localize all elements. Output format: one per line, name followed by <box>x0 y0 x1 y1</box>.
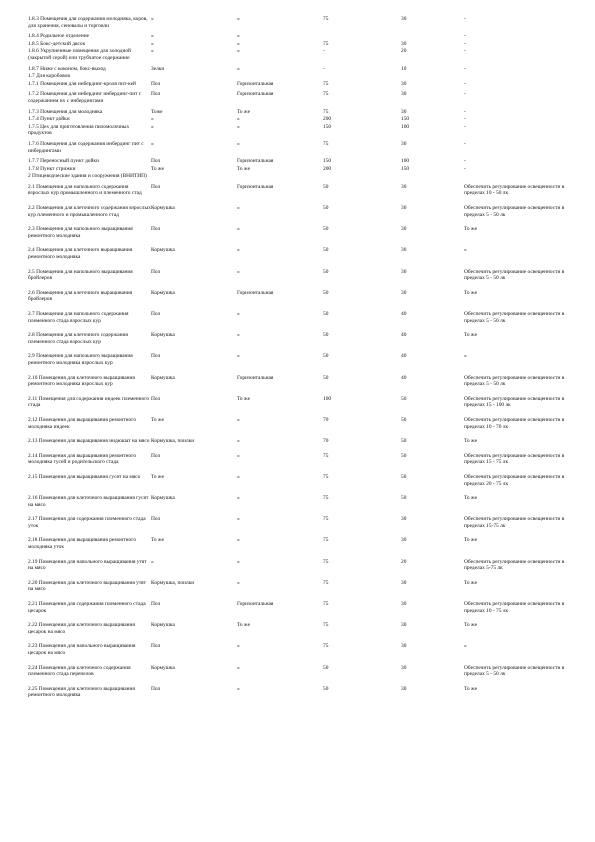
plane-cell: « <box>237 558 240 565</box>
illuminance-lamp-cell: 50 <box>323 226 329 233</box>
illuminance-lamp-cell: 50 <box>323 268 329 275</box>
plane-cell: « <box>237 685 240 692</box>
table-row <box>28 81 568 92</box>
room-name-cell: 2.18 Помещения для выращивания ремонтного молодняка уток <box>28 537 137 551</box>
note-cell: « <box>464 247 467 254</box>
illuminance-lamp-cell: 75 <box>323 80 329 87</box>
room-name-cell: 1.8.7 Ниже с коконом, бокс-выход <box>28 65 106 72</box>
work-surface-cell: « <box>151 48 154 55</box>
work-surface-cell: То же <box>151 165 164 172</box>
plane-cell: « <box>237 664 240 671</box>
work-surface-cell: Пол <box>151 452 161 459</box>
illuminance-lamp-cell: 100 <box>323 395 332 402</box>
table-row <box>28 580 568 601</box>
illuminance-incandescent-cell: 100 <box>401 158 410 165</box>
table-row <box>28 48 568 65</box>
note-cell <box>464 173 568 184</box>
illuminance-incandescent-cell: 100 <box>401 123 410 130</box>
plane-cell: То же <box>237 165 250 172</box>
illuminance-lamp-cell <box>323 33 401 41</box>
table-row <box>28 516 568 537</box>
work-surface-cell: Пол <box>151 601 161 608</box>
table-row <box>28 141 568 158</box>
plane-cell: Горизонтальная <box>237 183 274 190</box>
plane-cell: « <box>237 473 240 480</box>
illuminance-lamp-cell: 50 <box>323 685 329 692</box>
table-row <box>28 184 568 205</box>
work-surface-cell: Кормушка, поилки <box>151 438 195 445</box>
plane-cell: « <box>237 416 240 423</box>
note-cell: Обеспечить регулирование освещенности в пределах 10 - 50 лк <box>464 183 565 197</box>
note-cell <box>464 73 568 81</box>
room-name-cell: 1.8.4 Родильное отделение <box>28 33 89 40</box>
illuminance-incandescent-cell: 30 <box>401 601 407 608</box>
illuminance-lamp-cell: 75 <box>323 601 329 608</box>
note-cell: Обеспечить регулирование освещенности в пределах 15 - 75 лк <box>464 452 565 466</box>
note-cell: То же <box>464 289 477 296</box>
illuminance-lamp-cell: 75 <box>323 622 329 629</box>
note-cell: - <box>464 123 466 130</box>
illuminance-incandescent-cell: 30 <box>401 622 407 629</box>
table-row <box>28 559 568 580</box>
room-name-cell: 2.15 Помещения для выращивания гусят на мясо <box>28 473 141 480</box>
illuminance-incandescent-cell: 40 <box>401 332 407 339</box>
table-body <box>28 16 568 707</box>
room-name-cell: 2.3 Помещения для напольного выращивания ремонтного молодняка <box>28 226 133 239</box>
table-row <box>28 109 568 117</box>
table-row <box>28 622 568 643</box>
table-row <box>28 353 568 374</box>
table-row <box>28 290 568 311</box>
room-name-cell: 2.7 Помещения для напольного содержания племенного стада взрослых кур <box>28 311 129 324</box>
illuminance-incandescent-cell: 50 <box>401 473 407 480</box>
illuminance-incandescent-cell: 30 <box>401 516 407 523</box>
table-row <box>28 66 568 74</box>
plane-cell: « <box>237 247 240 254</box>
illuminance-incandescent-cell: 30 <box>401 268 407 275</box>
plane-cell <box>237 73 323 81</box>
table-row <box>28 311 568 332</box>
room-name-cell: 2.6 Помещения для клеточного выращивания бройлеров <box>28 289 133 303</box>
illuminance-lamp-cell: 75 <box>323 91 329 98</box>
note-cell: То же <box>464 579 477 586</box>
table-row <box>28 247 568 268</box>
illuminance-incandescent-cell: 30 <box>401 16 407 22</box>
illuminance-incandescent-cell: 50 <box>401 495 407 502</box>
illuminance-incandescent-cell: 30 <box>401 80 407 87</box>
room-name-cell: 2.21 Помещения для содержания племенного стада цесарок <box>28 601 146 614</box>
note-cell: - <box>464 140 466 147</box>
note-cell: - <box>464 48 466 55</box>
note-cell: Обеспечить регулирование освещенности в пределах 5-75 лк <box>464 558 565 572</box>
illuminance-lamp-cell: 50 <box>323 205 329 212</box>
illuminance-lamp-cell: 50 <box>323 353 329 360</box>
work-surface-cell: Кормушка <box>151 247 175 254</box>
plane-cell: « <box>237 332 240 339</box>
illuminance-incandescent-cell <box>401 73 464 81</box>
room-name-cell: 1.7.8 Пункт стрижки <box>28 165 76 172</box>
illuminance-lamp-cell: 50 <box>323 183 329 190</box>
note-cell: - <box>464 80 466 87</box>
lighting-norms-table <box>28 16 568 707</box>
room-name-cell: 1.7 Для коробовов <box>28 73 70 80</box>
illuminance-incandescent-cell: 30 <box>401 643 407 650</box>
plane-cell: То же <box>237 622 250 629</box>
plane-cell: « <box>237 205 240 212</box>
room-name-cell: 1.8.3 Помещения для содержания молодняка, коров, для хранения, сеновалы и торговли <box>28 16 148 29</box>
plane-cell: « <box>237 452 240 459</box>
work-surface-cell: Пол <box>151 226 161 233</box>
plane-cell: « <box>237 140 240 147</box>
work-surface-cell: Кормушка <box>151 332 175 339</box>
illuminance-lamp-cell: 50 <box>323 247 329 254</box>
illuminance-lamp-cell: 75 <box>323 452 329 459</box>
plane-cell: « <box>237 48 240 55</box>
note-cell: - <box>464 40 466 47</box>
note-cell: Обеспечить регулирование освещенности в пределах 20 - 75 лк <box>464 473 565 487</box>
illuminance-incandescent-cell: 30 <box>401 247 407 254</box>
table-row <box>28 226 568 247</box>
work-surface-cell: « <box>151 33 154 40</box>
work-surface-cell: Пол <box>151 311 161 317</box>
table-row <box>28 396 568 417</box>
note-cell: То же <box>464 685 477 692</box>
room-name-cell: 2.9 Помещения для напольного выращивания ремонтного молодняка взрослых кур <box>28 353 133 366</box>
table-row <box>28 116 568 124</box>
room-name-cell: 2.14 Помещения для выращивания ремонтного молодняка гусей и родительского стада <box>28 452 137 466</box>
work-surface-cell: То же <box>151 537 164 544</box>
room-name-cell: 2.19 Помещения для напольного выращивания утят на мясо <box>28 558 147 572</box>
plane-cell: « <box>237 268 240 275</box>
illuminance-lamp-cell: 75 <box>323 579 329 586</box>
room-name-cell: 2.10 Помещения для клеточного выращивания ремонтного молодняка взрослых кур <box>28 374 135 388</box>
plane-cell: « <box>237 116 240 123</box>
note-cell: То же <box>464 332 477 339</box>
illuminance-incandescent-cell: 30 <box>401 91 407 98</box>
room-name-cell: 2.13 Помещения для выращивания индюшат на мясо <box>28 438 150 445</box>
note-cell: Обеспечить регулирование освещенности в пределах 10 - 70 лк <box>464 416 565 430</box>
illuminance-incandescent-cell: 50 <box>401 395 407 402</box>
work-surface-cell: Пол <box>151 643 161 650</box>
room-name-cell: 1.7.4 Пункт дойки <box>28 116 70 123</box>
illuminance-incandescent-cell: 40 <box>401 374 407 381</box>
plane-cell: « <box>237 33 240 40</box>
room-name-cell: 2.12 Помещения для выращивания ремонтного молодняка индеек <box>28 416 137 430</box>
note-cell: Обеспечить регулирование освещенности в пределах 5 - 50 лк <box>464 374 565 388</box>
room-name-cell: 1.7.5 Цех для приготовления пиломолочных продуктов <box>28 123 130 137</box>
table-row <box>28 438 568 453</box>
plane-cell: « <box>237 579 240 586</box>
note-cell: - <box>464 91 466 98</box>
table-row <box>28 269 568 290</box>
table-row <box>28 375 568 396</box>
illuminance-incandescent-cell <box>401 33 464 41</box>
illuminance-incandescent-cell: 30 <box>401 685 407 692</box>
work-surface-cell: « <box>151 123 154 130</box>
illuminance-lamp-cell: 70 <box>323 416 329 423</box>
note-cell: - <box>464 65 466 72</box>
plane-cell: « <box>237 495 240 502</box>
plane-cell: « <box>237 123 240 130</box>
note-cell: - <box>464 33 466 40</box>
table-row <box>28 73 568 81</box>
illuminance-lamp-cell: 75 <box>323 537 329 544</box>
illuminance-incandescent-cell: 30 <box>401 140 407 147</box>
note-cell: - <box>464 158 466 165</box>
note-cell: Обеспечить регулирование освещенности в пределах 5 - 50 лк <box>464 205 565 218</box>
work-surface-cell: Кормушка, поилки <box>151 579 195 586</box>
note-cell: То же <box>464 495 477 502</box>
work-surface-cell: Кормушка <box>151 205 175 212</box>
room-name-cell: 2.23 Помещения для напольного выращивания цесарок на мясо <box>28 643 136 656</box>
table-row <box>28 643 568 664</box>
plane-cell: Горизонтальная <box>237 601 274 608</box>
illuminance-incandescent-cell: 50 <box>401 452 407 459</box>
plane-cell: Горизонтальная <box>237 158 274 165</box>
note-cell: То же <box>464 226 477 233</box>
room-name-cell: 1.7.2 Помещения для инбердинг инбердинг-пит с содержанием их с инбердингами <box>28 91 142 104</box>
illuminance-incandescent-cell: 150 <box>401 165 410 172</box>
illuminance-incandescent-cell: 30 <box>401 108 407 115</box>
illuminance-lamp-cell: 75 <box>323 558 329 565</box>
illuminance-lamp-cell: 75 <box>323 140 329 147</box>
room-name-cell: 2.4 Помещения для клеточного выращивания ремонтного молодняка <box>28 247 133 261</box>
work-surface-cell: То же <box>151 416 164 423</box>
work-surface-cell: « <box>151 140 154 147</box>
table-row <box>28 332 568 353</box>
plane-cell: « <box>237 65 240 72</box>
illuminance-lamp-cell: - <box>323 65 325 72</box>
note-cell: Обеспечить регулирование освещенности в пределах 15 - 100 лк <box>464 395 565 409</box>
work-surface-cell: Пол <box>151 685 161 692</box>
illuminance-lamp-cell: 75 <box>323 16 329 22</box>
table-row <box>28 537 568 558</box>
note-cell: - <box>464 165 466 172</box>
room-name-cell: 2 Птицеводческие здания и сооружения (ВНИТИП) <box>28 173 147 180</box>
note-cell: - <box>464 108 466 115</box>
illuminance-lamp-cell: 75 <box>323 495 329 502</box>
illuminance-lamp-cell: 70 <box>323 438 329 445</box>
illuminance-lamp-cell: 50 <box>323 289 329 296</box>
note-cell: То же <box>464 438 477 445</box>
work-surface-cell <box>151 73 237 81</box>
table-row <box>28 124 568 141</box>
table-row <box>28 686 568 707</box>
room-name-cell: 1.7.7 Переносный пункт дойки <box>28 158 99 165</box>
plane-cell: Горизонтальная <box>237 80 274 87</box>
work-surface-cell: Пол <box>151 516 161 523</box>
work-surface-cell: « <box>151 16 154 22</box>
plane-cell: « <box>237 438 240 445</box>
illuminance-lamp-cell: 50 <box>323 311 329 317</box>
work-surface-cell <box>151 173 237 184</box>
work-surface-cell: Пол <box>151 80 161 87</box>
room-name-cell: 2.20 Помещения для клеточного выращивания утят на мясо <box>28 579 146 593</box>
illuminance-incandescent-cell: 20 <box>401 558 407 565</box>
illuminance-lamp-cell: 150 <box>323 123 332 130</box>
room-name-cell: 1.7.1 Помещения для инбердинг-кроля пит-кей <box>28 80 136 87</box>
table-row <box>28 665 568 686</box>
table-row <box>28 453 568 474</box>
work-surface-cell: Пол <box>151 183 161 190</box>
room-name-cell: 2.22 Помещения для клеточного выращивания цесарок на мясо <box>28 622 135 635</box>
work-surface-cell: Кормушка <box>151 374 175 381</box>
illuminance-incandescent-cell: 40 <box>401 311 407 317</box>
illuminance-lamp-cell <box>323 173 401 184</box>
work-surface-cell: « <box>151 116 154 123</box>
plane-cell: « <box>237 311 240 317</box>
plane-cell: Горизонтальная <box>237 91 274 98</box>
note-cell: « <box>464 353 467 360</box>
illuminance-incandescent-cell: 50 <box>401 416 407 423</box>
illuminance-lamp-cell: 75 <box>323 40 329 47</box>
note-cell: Обеспечить регулирование освещенности в пределах 5 - 50 лк <box>464 268 565 282</box>
plane-cell: Горизонтальная <box>237 289 274 296</box>
note-cell: - <box>464 16 466 22</box>
illuminance-lamp-cell: 200 <box>323 116 332 123</box>
illuminance-lamp-cell: 75 <box>323 516 329 523</box>
table-row <box>28 417 568 438</box>
plane-cell: « <box>237 226 240 233</box>
plane-cell: « <box>237 16 240 22</box>
illuminance-lamp-cell: 200 <box>323 165 332 172</box>
note-cell: Обеспечить регулирование освещенности в пределах 5 - 50 лк <box>464 664 565 678</box>
work-surface-cell: Пол <box>151 158 161 165</box>
plane-cell: Горизонтальная <box>237 374 274 381</box>
note-cell: « <box>464 643 467 650</box>
work-surface-cell: Пол <box>151 268 161 275</box>
illuminance-lamp-cell: 150 <box>323 158 332 165</box>
work-surface-cell: Кормушка <box>151 289 175 296</box>
room-name-cell: 2.2 Помещения для клеточного содержания взрослых кур племенного и промышленного стад <box>28 205 151 218</box>
illuminance-incandescent-cell: 30 <box>401 579 407 586</box>
illuminance-lamp-cell: 75 <box>323 643 329 650</box>
work-surface-cell: « <box>151 558 154 565</box>
room-name-cell: 2.8 Помещения для клеточного содержания племенного стада взрослых кур <box>28 332 128 345</box>
table-row <box>28 16 568 33</box>
work-surface-cell: Пол <box>151 395 161 402</box>
illuminance-lamp-cell: 50 <box>323 664 329 671</box>
room-name-cell: 2.16 Помещения для клеточного выращивания гусят на мясо <box>28 495 149 508</box>
room-name-cell: 2.25 Помещения для клеточного выращивания ремонтного молодняка <box>28 685 135 699</box>
illuminance-incandescent-cell: 20 <box>401 48 407 55</box>
plane-cell: « <box>237 516 240 523</box>
table-row <box>28 173 568 184</box>
plane-cell: « <box>237 40 240 47</box>
illuminance-incandescent-cell: 150 <box>401 116 410 123</box>
table-row <box>28 33 568 41</box>
illuminance-incandescent-cell: 10 <box>401 65 407 72</box>
plane-cell <box>237 173 323 184</box>
plane-cell: « <box>237 643 240 650</box>
illuminance-incandescent-cell: 30 <box>401 537 407 544</box>
illuminance-lamp-cell: - <box>323 48 325 55</box>
work-surface-cell: Кормушка <box>151 664 175 671</box>
illuminance-incandescent-cell: 30 <box>401 205 407 212</box>
illuminance-incandescent-cell: 50 <box>401 438 407 445</box>
plane-cell: То же <box>237 108 250 115</box>
room-name-cell: 1.7.3 Помещения для молодняка <box>28 108 103 115</box>
room-name-cell: 2.1 Помещения для напольного содержания взрослых кур промышленного и племенного стад <box>28 183 142 197</box>
illuminance-incandescent-cell: 30 <box>401 289 407 296</box>
illuminance-incandescent-cell <box>401 173 464 184</box>
table-row <box>28 158 568 166</box>
work-surface-cell: Пол <box>151 353 161 360</box>
illuminance-lamp-cell <box>323 73 401 81</box>
room-name-cell: 2.17 Помещения для содержания племенного стада уток <box>28 516 146 529</box>
note-cell: То же <box>464 537 477 544</box>
room-name-cell: 1.8.6 Укрупненные помещения для холодной (закрытой серой) или трубчатое содержание <box>28 48 131 61</box>
room-name-cell: 2.11 Помещения для содержания индеек племенного стада <box>28 395 150 409</box>
note-cell: Обеспечить регулирование освещенности в пределах 10 - 75 лк <box>464 601 565 614</box>
plane-cell: То же <box>237 395 250 402</box>
note-cell: - <box>464 116 466 123</box>
work-surface-cell: Кормушка <box>151 495 175 502</box>
table-row <box>28 601 568 622</box>
work-surface-cell: « <box>151 40 154 47</box>
room-name-cell: 1.7.6 Помещения для содержания инбердинг пит с инбердингами <box>28 140 144 154</box>
plane-cell: « <box>237 353 240 360</box>
illuminance-incandescent-cell: 40 <box>401 353 407 360</box>
note-cell: Обеспечить регулирование освещенности в пределах 15-75 лк <box>464 516 565 529</box>
table-row <box>28 91 568 108</box>
plane-cell: « <box>237 537 240 544</box>
work-surface-cell: Зелки <box>151 65 165 72</box>
illuminance-lamp-cell: 50 <box>323 374 329 381</box>
illuminance-lamp-cell: 50 <box>323 332 329 339</box>
work-surface-cell: То же <box>151 473 164 480</box>
room-name-cell: 2.24 Помещения для клеточного содержания племенного стада перепелов <box>28 664 131 678</box>
work-surface-cell: Пол <box>151 91 161 98</box>
illuminance-incandescent-cell: 30 <box>401 226 407 233</box>
illuminance-lamp-cell: 75 <box>323 108 329 115</box>
table-row <box>28 495 568 516</box>
note-cell: То же <box>464 622 477 629</box>
illuminance-lamp-cell: 75 <box>323 473 329 480</box>
table-row <box>28 205 568 226</box>
work-surface-cell: Кормушка <box>151 622 175 629</box>
illuminance-incandescent-cell: 30 <box>401 40 407 47</box>
table-row <box>28 474 568 495</box>
room-name-cell: 2.5 Помещения для напольного выращивания бройлеров <box>28 268 133 282</box>
work-surface-cell: Тоже <box>151 108 163 115</box>
note-cell: Обеспечить регулирование освещенности в пределах 5 - 50 лк <box>464 311 565 324</box>
illuminance-incandescent-cell: 30 <box>401 183 407 190</box>
room-name-cell: 1.8.5 Бокс-детский двсок <box>28 40 86 47</box>
illuminance-incandescent-cell: 30 <box>401 664 407 671</box>
